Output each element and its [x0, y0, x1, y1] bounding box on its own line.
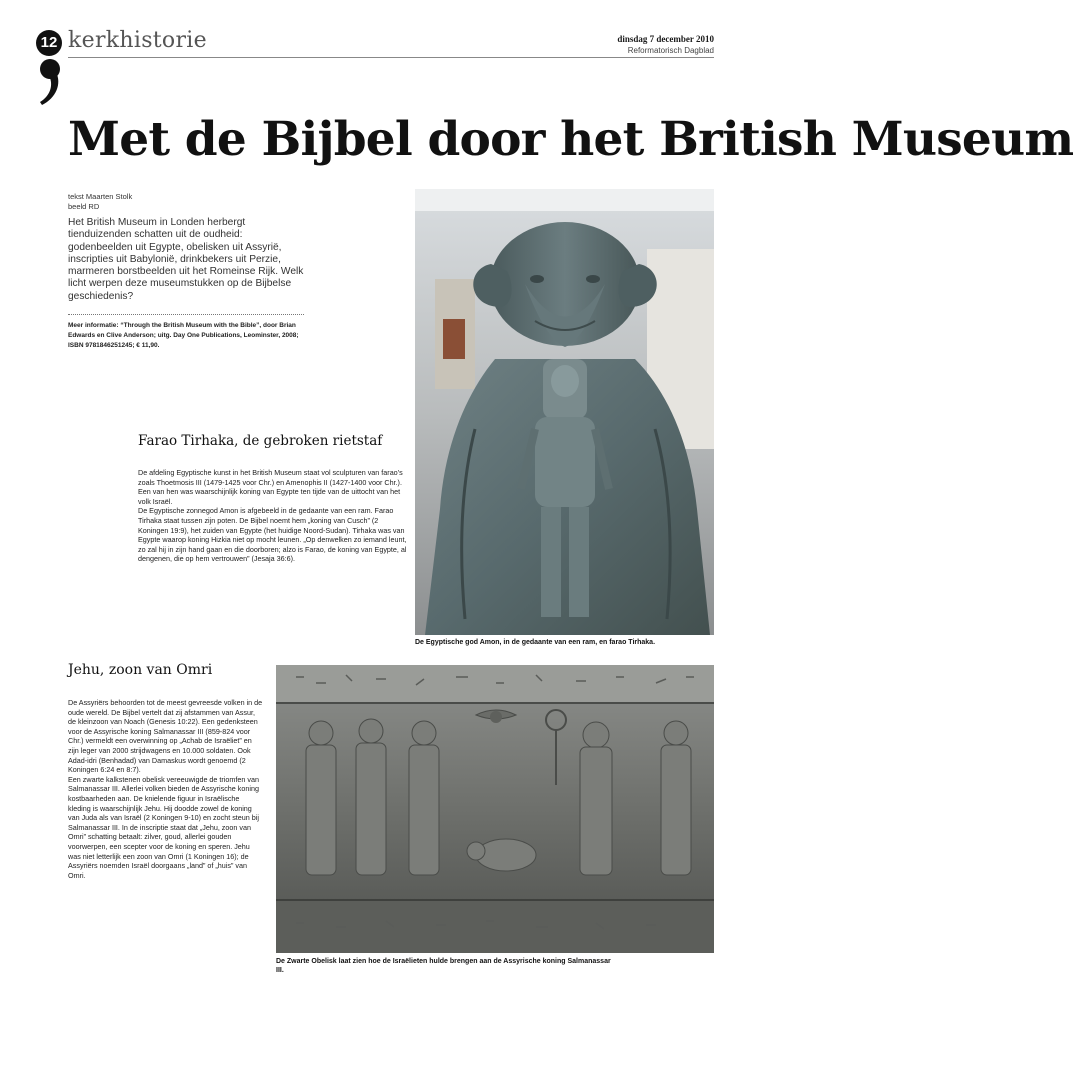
paragraph: De Assyriërs behoorden tot de meest gevreesde volken in de oude wereld. De Bijbel vertelt dat zij afstammen van Assur, de kleinzoon van Noach (Genesis 10:22). Een gedenksteen voor de Assyrische koning Salmanassar III (859-824 voor Chr.) vermeldt een overwinning op „Achab de Israëliet” en zijn leger van 2000 strijdwagens en 10.000 soldaten. Ook Adad-idri (Benhadad) van Damaskus wordt genoemd (2 Koningen 6:24 en 8:7).: [68, 698, 263, 775]
paragraph: Een zwarte kalkstenen obelisk vereeuwigde de triomfen van Salmanassar III. Allerlei volken bieden de Assyrische koning kostbaarheden aan. De knielende figuur in Israëlische kleding is waarschijnlijk Jehu. Hij doodde zowel de koning van Juda als van Israël (2 Koningen 9-10) en zocht steun bij Salmanassar III. In de inscriptie staat dat „Jehu, zoon van Omri” schatting betaalt: zilver, goud, allerlei gouden voorwerpen, een scepter voor de koning en speren. Jehu was niet letterlijk een zoon van Omri (1 Koningen 16); de Assyriërs noemden Israël doorgaans „land” of „huis” van Omri.: [68, 774, 259, 880]
amon-ram-photo: [415, 189, 714, 635]
credit-text: tekst Maarten Stolk: [68, 192, 133, 201]
black-obelisk-photo: [276, 665, 714, 953]
article-body-jehu: [68, 698, 264, 880]
article-body-tirhaka: [138, 468, 408, 564]
article-heading-tirhaka: Farao Tirhaka, de gebroken rietstaf: [138, 433, 383, 449]
comma-mark-icon: [38, 58, 64, 106]
credit-image: beeld RD: [68, 202, 100, 211]
caption-obelisk: De Zwarte Obelisk laat zien hoe de Israëlieten hulde brengen aan de Assyrische koning Salmanassar III.: [276, 958, 611, 974]
credits: [68, 192, 132, 212]
amon-ram-illustration: [415, 189, 714, 635]
article-heading-jehu: Jehu, zoon van Omri: [68, 662, 213, 678]
section-label: kerkhistorie: [68, 28, 207, 53]
header-rule: [68, 57, 714, 58]
obelisk-relief-illustration: [276, 665, 714, 953]
header-date: dinsdag 7 december 2010: [617, 34, 714, 44]
more-info: Meer informatie: “Through the British Museum with the Bible”, door Brian Edwards en Clive Anderson; uitg. Day One Publications, Leominster, 2008; ISBN 9781846251245; € 11,90.: [68, 322, 299, 349]
paragraph: De Egyptische zonnegod Amon is afgebeeld in de gedaante van een ram. Farao Tirhaka staat tussen zijn poten. De Bijbel noemt hem „koning van Cusch” (2 Koningen 19:9), het zuiden van Egypte (het huidige Noord-Sudan). Tirhaka was van Egypte waarop koning Hizkia niet op mocht leunen. „Op denwelken zo iemand leunt, zo zal hij in zijn hand gaan en die doorboren; alzo is Farao, de koning van Egypte, al dengenen, die op hem vertrouwen” (Jesaja 36:6).: [138, 506, 407, 564]
paragraph: De afdeling Egyptische kunst in het British Museum staat vol sculpturen van farao’s zoals Thoetmosis III (1479-1425 voor Chr.) en Amenophis II (1427-1400 voor Chr.). Een van hen was waarschijnlijk koning van Egypte ten tijde van de uittocht van het volk Israël.: [138, 468, 403, 506]
intro-paragraph: Het British Museum in Londen herbergt tienduizenden schatten uit de oudheid: godenbeelden uit Egypte, obelisken uit Assyrië, inscripties uit Babylonië, drinkbekers uit Perzie, marmeren borstbeelden uit het Romeinse Rijk. Welk licht werpen deze museumstukken op de Bijbelse geschiedenis?: [68, 217, 304, 302]
dotted-divider: [68, 314, 304, 315]
page-number-badge: 12: [36, 30, 62, 56]
newspaper-name: Reformatorisch Dagblad: [627, 46, 714, 55]
caption-ram: De Egyptische god Amon, in de gedaante van een ram, en farao Tirhaka.: [415, 639, 656, 646]
headline: Met de Bijbel door het British Museum: [68, 112, 1073, 167]
